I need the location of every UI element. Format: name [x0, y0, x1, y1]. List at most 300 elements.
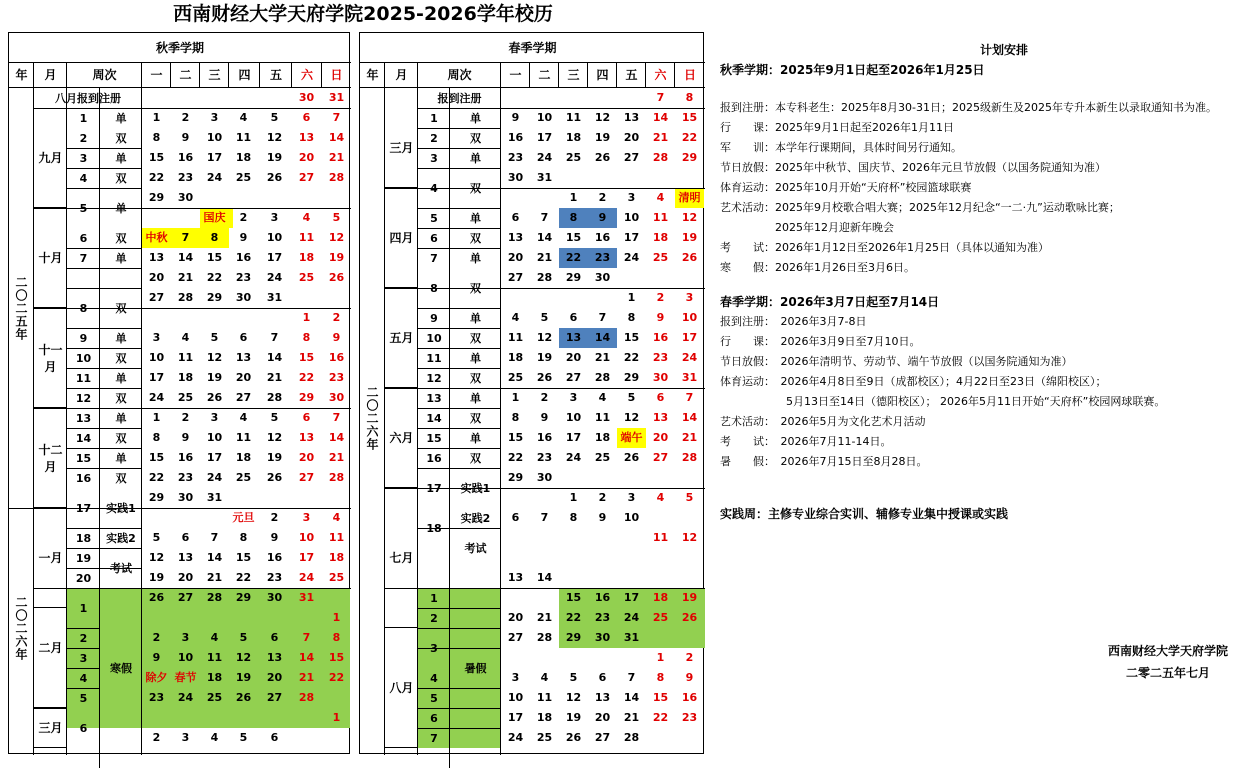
- year-label: 二〇二五年: [14, 275, 28, 341]
- day-cell: 16: [328, 351, 345, 364]
- day-cell: 9: [540, 411, 549, 424]
- column-header: 三: [200, 63, 229, 88]
- day-cell: 1: [332, 711, 341, 724]
- day-cell: 6: [511, 211, 520, 224]
- day-cell: 5: [627, 391, 636, 404]
- week-type: 单: [470, 152, 481, 165]
- grid-line: [645, 63, 646, 88]
- day-cell: 21: [652, 131, 669, 144]
- day-cell: 23: [177, 471, 194, 484]
- day-cell: 14: [536, 231, 553, 244]
- day-cell: 9: [239, 231, 248, 244]
- day-cell: 16: [507, 131, 524, 144]
- day-cell: 7: [302, 631, 311, 644]
- column-header: 年: [360, 63, 385, 88]
- day-cell: 29: [235, 591, 252, 604]
- day-cell: 18: [298, 251, 315, 264]
- day-cell: 15: [681, 111, 698, 124]
- day-cell: 4: [511, 311, 520, 324]
- day-cell: 17: [536, 131, 553, 144]
- week-number: 15: [75, 451, 92, 465]
- autumn-plan-heading: 秋季学期：2025年9月1日起至2026年1月25日: [720, 63, 985, 77]
- day-cell: 15: [565, 231, 582, 244]
- day-cell: 22: [565, 251, 582, 264]
- day-cell: 16: [536, 431, 553, 444]
- week-type: 双: [115, 432, 127, 445]
- week-type: 实践1: [106, 502, 136, 515]
- day-cell: 28: [328, 471, 345, 484]
- day-cell: 26: [235, 691, 252, 704]
- autumn-line: 报到注册：本专科老生：2025年8月30-31日；2025级新生及2025年专升本新生以录取通知书为准。: [720, 101, 1217, 114]
- week-type: 单: [115, 412, 127, 425]
- day-cell: 7: [210, 531, 219, 544]
- day-cell: 28: [623, 731, 640, 744]
- week-number: 4: [79, 671, 88, 685]
- day-cell: 10: [206, 431, 223, 444]
- column-header: 一: [142, 63, 171, 88]
- day-cell: 16: [177, 151, 194, 164]
- day-cell: 4: [332, 511, 341, 524]
- week-number: 18: [426, 521, 442, 535]
- autumn-line: 节日放假：2025年中秋节、国庆节、2026年元旦节放假（以国务院通知为准）: [720, 161, 1106, 174]
- day-cell: 2: [152, 631, 161, 644]
- day-cell: 12: [328, 231, 345, 244]
- week-number: 4: [79, 171, 88, 185]
- day-cell: 27: [298, 471, 315, 484]
- day-cell: 13: [298, 131, 315, 144]
- day-cell: 14: [623, 691, 640, 704]
- day-cell: 27: [177, 591, 194, 604]
- day-cell: 4: [598, 391, 607, 404]
- week-type: 双: [115, 302, 127, 315]
- week-number: 4: [430, 671, 438, 685]
- day-cell: 元旦: [232, 511, 255, 524]
- day-cell: 2: [181, 411, 190, 424]
- grid-line: [259, 63, 260, 88]
- day-cell: 14: [594, 331, 611, 344]
- day-cell: 10: [177, 651, 194, 664]
- day-cell: 10: [298, 531, 315, 544]
- week-number: 14: [426, 411, 442, 425]
- day-cell: 4: [181, 331, 190, 344]
- day-cell: 8: [152, 431, 161, 444]
- day-cell: 6: [181, 531, 190, 544]
- day-cell: 21: [681, 431, 698, 444]
- day-cell: 7: [540, 211, 549, 224]
- day-cell: 24: [507, 731, 524, 744]
- day-cell: 21: [298, 671, 315, 684]
- day-cell: 2: [656, 291, 665, 304]
- day-cell: 11: [235, 431, 252, 444]
- grid-line: [67, 268, 142, 269]
- day-cell: 20: [298, 451, 315, 464]
- signature-block: [1108, 640, 1228, 684]
- week-type: 考试: [464, 542, 487, 555]
- day-cell: 21: [206, 571, 223, 584]
- week-type: 实践2: [106, 532, 136, 545]
- plan-section: [720, 40, 1248, 524]
- week-type: 双: [470, 282, 481, 295]
- day-cell: 25: [507, 371, 524, 384]
- day-cell: 8: [210, 231, 219, 244]
- day-cell: 23: [536, 451, 553, 464]
- week-number: 3: [79, 651, 88, 665]
- day-cell: 29: [681, 151, 698, 164]
- spring-line: 体育运动： 2026年4月8日至9日（成都校区）；4月22日至23日（绵阳校区）；: [720, 375, 1107, 388]
- plan-title: 计划安排: [979, 43, 1028, 57]
- day-cell: 7: [656, 91, 665, 104]
- week-type: 双: [470, 182, 481, 195]
- week-number: 1: [430, 591, 438, 605]
- registration-label: 报到注册: [437, 92, 482, 105]
- week-number: 7: [79, 251, 88, 265]
- week-number: 1: [430, 111, 438, 125]
- day-cell: 28: [266, 391, 283, 404]
- day-cell: 25: [206, 691, 223, 704]
- page-title: 西南财经大学天府学院2025-2026学年校历: [173, 3, 553, 25]
- spring-line: 考 试： 2026年7月11-14日。: [720, 435, 892, 448]
- day-cell: 26: [266, 171, 283, 184]
- day-cell: 19: [266, 151, 283, 164]
- day-cell: 19: [536, 351, 553, 364]
- day-cell: 20: [266, 671, 283, 684]
- autumn-line: 2025年12月迎新年晚会: [720, 221, 894, 234]
- day-cell: 23: [328, 371, 345, 384]
- week-number: 7: [430, 251, 438, 265]
- day-cell: 3: [210, 411, 219, 424]
- day-cell: 18: [594, 431, 611, 444]
- week-number: 15: [426, 431, 442, 445]
- day-cell: 6: [270, 731, 279, 744]
- week-number: 7: [430, 731, 438, 745]
- day-cell: 20: [235, 371, 252, 384]
- day-cell: 17: [681, 331, 698, 344]
- week-type: 双: [115, 352, 127, 365]
- day-cell: 8: [656, 671, 665, 684]
- day-cell: 18: [536, 711, 553, 724]
- day-cell: 26: [681, 611, 698, 624]
- day-cell: 19: [328, 251, 345, 264]
- day-cell: 10: [206, 131, 223, 144]
- day-cell: 23: [507, 151, 524, 164]
- day-cell: 14: [328, 131, 345, 144]
- day-cell: 22: [328, 671, 345, 684]
- week-type: 单: [470, 212, 481, 225]
- day-cell: 23: [266, 571, 283, 584]
- day-cell: 15: [148, 151, 165, 164]
- week-number: 17: [426, 481, 442, 495]
- autumn-line: 考 试：2026年1月12日至2026年1月25日（具体以通知为准）: [720, 241, 1049, 254]
- day-cell: 8: [302, 331, 311, 344]
- day-cell: 21: [536, 251, 553, 264]
- week-type: 实践2: [460, 512, 491, 525]
- day-cell: 22: [565, 611, 582, 624]
- week-type: 双: [115, 232, 127, 245]
- day-cell: 3: [181, 731, 190, 744]
- month-label: 四月: [385, 188, 418, 288]
- week-number: 5: [79, 691, 88, 705]
- day-cell: 22: [206, 271, 223, 284]
- day-cell: 5: [210, 331, 219, 344]
- day-cell: 28: [681, 451, 698, 464]
- day-cell: 31: [681, 371, 698, 384]
- day-cell: 11: [177, 351, 194, 364]
- day-cell: 2: [332, 311, 341, 324]
- day-cell: 25: [235, 171, 252, 184]
- day-cell: 27: [235, 391, 252, 404]
- day-cell: 28: [536, 631, 553, 644]
- week-type: 单: [470, 312, 481, 325]
- day-cell: 30: [594, 271, 611, 284]
- day-cell: 14: [298, 651, 315, 664]
- grid-line: [170, 63, 171, 88]
- day-cell: 23: [177, 171, 194, 184]
- column-header: 日: [322, 63, 351, 88]
- week-number: 6: [430, 711, 438, 725]
- day-cell: 14: [206, 551, 223, 564]
- day-cell: 11: [507, 331, 524, 344]
- month-label: 十二月: [34, 408, 67, 508]
- day-cell: 15: [148, 451, 165, 464]
- column-header: 四: [588, 63, 617, 88]
- column-header: 二: [530, 63, 559, 88]
- day-cell: 5: [239, 731, 248, 744]
- day-cell: 28: [652, 151, 669, 164]
- day-cell: 4: [540, 671, 549, 684]
- day-cell: 29: [565, 271, 582, 284]
- week-number: 5: [430, 211, 438, 225]
- day-cell: 2: [239, 211, 248, 224]
- day-cell: 23: [235, 271, 252, 284]
- semester-title: 秋季学期: [9, 33, 351, 63]
- day-cell: 11: [565, 111, 582, 124]
- day-cell: 19: [266, 451, 283, 464]
- day-cell: 16: [177, 451, 194, 464]
- week-number: 2: [79, 131, 88, 145]
- day-cell: 10: [623, 211, 640, 224]
- day-cell: 17: [148, 371, 165, 384]
- day-cell: 10: [623, 511, 640, 524]
- day-cell: 27: [565, 371, 582, 384]
- day-cell: 15: [206, 251, 223, 264]
- day-cell: 23: [652, 351, 669, 364]
- day-cell: 15: [623, 331, 640, 344]
- autumn-line: 艺术活动：2025年9月校歌合唱大赛；2025年12月纪念“一二·九”运动歌咏比赛；: [720, 201, 1120, 214]
- day-cell: 29: [565, 631, 582, 644]
- column-header: 一: [501, 63, 530, 88]
- grid-line: [199, 63, 200, 88]
- day-cell: 3: [685, 291, 694, 304]
- day-cell: 14: [177, 251, 194, 264]
- week-number: 6: [79, 721, 88, 735]
- column-header: 三: [559, 63, 588, 88]
- day-cell: 17: [206, 151, 223, 164]
- week-number: 20: [75, 571, 92, 585]
- week-number: 10: [75, 351, 92, 365]
- day-cell: 29: [623, 371, 640, 384]
- day-cell: 27: [594, 731, 611, 744]
- week-type: 双: [115, 172, 127, 185]
- day-cell: 14: [652, 111, 669, 124]
- day-cell: 15: [328, 651, 345, 664]
- day-cell: 28: [177, 291, 194, 304]
- day-cell: 17: [623, 591, 640, 604]
- day-cell: 27: [623, 151, 640, 164]
- day-cell: 4: [239, 411, 248, 424]
- day-cell: 7: [332, 411, 341, 424]
- day-cell: 10: [565, 411, 582, 424]
- autumn-calendar: [8, 32, 350, 754]
- day-cell: 15: [565, 591, 582, 604]
- day-cell: 24: [298, 571, 315, 584]
- day-cell: 1: [152, 111, 161, 124]
- day-cell: 24: [623, 251, 640, 264]
- day-cell: 8: [627, 311, 636, 324]
- day-cell: 1: [332, 611, 341, 624]
- day-cell: 20: [565, 351, 582, 364]
- day-cell: 21: [594, 351, 611, 364]
- day-cell: 30: [177, 191, 194, 204]
- week-number: 6: [430, 231, 438, 245]
- day-cell: 7: [270, 331, 279, 344]
- day-cell: 30: [536, 471, 553, 484]
- day-cell: 22: [507, 451, 524, 464]
- day-cell: 7: [685, 391, 694, 404]
- day-cell: 19: [206, 371, 223, 384]
- day-cell: 6: [239, 331, 248, 344]
- month-label: 六月: [385, 388, 418, 488]
- day-cell: 5: [540, 311, 549, 324]
- day-cell: 22: [148, 171, 165, 184]
- week-type: 单: [470, 352, 481, 365]
- day-cell: 19: [565, 711, 582, 724]
- day-cell: 17: [298, 551, 315, 564]
- day-cell: 22: [681, 131, 698, 144]
- day-cell: 23: [148, 691, 165, 704]
- day-cell: 8: [152, 131, 161, 144]
- day-cell: 23: [594, 611, 611, 624]
- grid-line: [291, 63, 292, 88]
- day-cell: 1: [511, 391, 520, 404]
- day-cell: 16: [235, 251, 252, 264]
- day-cell: 5: [152, 531, 161, 544]
- week-number: 10: [426, 331, 442, 345]
- day-cell: 5: [270, 411, 279, 424]
- day-cell: 3: [270, 211, 279, 224]
- day-cell: 26: [594, 151, 611, 164]
- week-number: 2: [430, 611, 438, 625]
- day-cell: 9: [181, 131, 190, 144]
- week-number: 14: [75, 431, 92, 445]
- week-type: 双: [115, 472, 127, 485]
- day-cell: 18: [652, 591, 669, 604]
- day-cell: 13: [298, 431, 315, 444]
- day-cell: 22: [235, 571, 252, 584]
- day-cell: 24: [536, 151, 553, 164]
- month-label: 一月: [34, 508, 67, 608]
- day-cell: 19: [681, 231, 698, 244]
- autumn-line: 军 训：本学年行课期间，具体时间另行通知。: [720, 141, 962, 154]
- day-cell: 17: [565, 431, 582, 444]
- week-type: 寒假: [110, 662, 132, 675]
- day-cell: 28: [328, 171, 345, 184]
- day-cell: 12: [206, 351, 223, 364]
- week-type: 单: [115, 112, 127, 125]
- week-type: 双: [470, 232, 481, 245]
- day-cell: 7: [627, 671, 636, 684]
- day-cell: 7: [540, 511, 549, 524]
- week-type: 单: [115, 202, 127, 215]
- day-cell: 20: [652, 431, 669, 444]
- spring-line: 报到注册： 2026年3月7-8日: [720, 315, 867, 328]
- day-cell: 20: [298, 151, 315, 164]
- day-cell: 20: [507, 611, 524, 624]
- day-cell: 2: [181, 111, 190, 124]
- week-number: 18: [75, 531, 92, 545]
- day-cell: 10: [507, 691, 524, 704]
- spring-line: 艺术活动： 2026年5月为文化艺术月活动: [720, 415, 926, 428]
- day-cell: 21: [328, 451, 345, 464]
- day-cell: 26: [536, 371, 553, 384]
- month-label: 五月: [385, 288, 418, 388]
- day-cell: 6: [656, 391, 665, 404]
- week-type: 考试: [110, 562, 132, 575]
- week-type: 实践1: [460, 482, 491, 495]
- day-cell: 12: [594, 111, 611, 124]
- day-cell: 20: [148, 271, 165, 284]
- day-cell: 13: [235, 351, 252, 364]
- day-cell: 11: [235, 131, 252, 144]
- day-cell: 1: [627, 291, 636, 304]
- autumn-line: 体育运动：2025年10月开始“天府杯”校园篮球联赛: [720, 181, 972, 194]
- day-cell: 21: [266, 371, 283, 384]
- week-number: 8: [430, 281, 438, 295]
- week-number: 2: [79, 631, 88, 645]
- day-cell: 9: [685, 671, 694, 684]
- week-type: 单: [115, 332, 127, 345]
- day-cell: 3: [152, 331, 161, 344]
- day-cell: 11: [298, 231, 315, 244]
- day-cell: 18: [507, 351, 524, 364]
- day-cell: 30: [594, 631, 611, 644]
- day-cell: 26: [623, 451, 640, 464]
- day-cell: 12: [623, 411, 640, 424]
- day-cell: 13: [266, 651, 283, 664]
- day-cell: 25: [652, 611, 669, 624]
- week-type: 单: [115, 372, 127, 385]
- week-type: 双: [470, 332, 481, 345]
- week-number: 4: [430, 181, 438, 195]
- day-cell: 17: [623, 231, 640, 244]
- week-number: 9: [79, 331, 88, 345]
- week-number: 16: [426, 451, 442, 465]
- grid-line: [587, 63, 588, 88]
- week-type: 双: [470, 372, 481, 385]
- day-cell: 30: [652, 371, 669, 384]
- day-cell: 25: [328, 571, 345, 584]
- day-cell: 13: [623, 111, 640, 124]
- day-cell: 4: [239, 111, 248, 124]
- day-cell: 18: [328, 551, 345, 564]
- day-cell: 12: [681, 211, 698, 224]
- day-cell: 9: [152, 651, 161, 664]
- day-cell: 4: [656, 491, 665, 504]
- day-cell: 3: [627, 191, 636, 204]
- day-cell: 17: [507, 711, 524, 724]
- day-cell: 1: [656, 651, 665, 664]
- day-cell: 26: [328, 271, 345, 284]
- day-cell: 除夕: [145, 671, 168, 684]
